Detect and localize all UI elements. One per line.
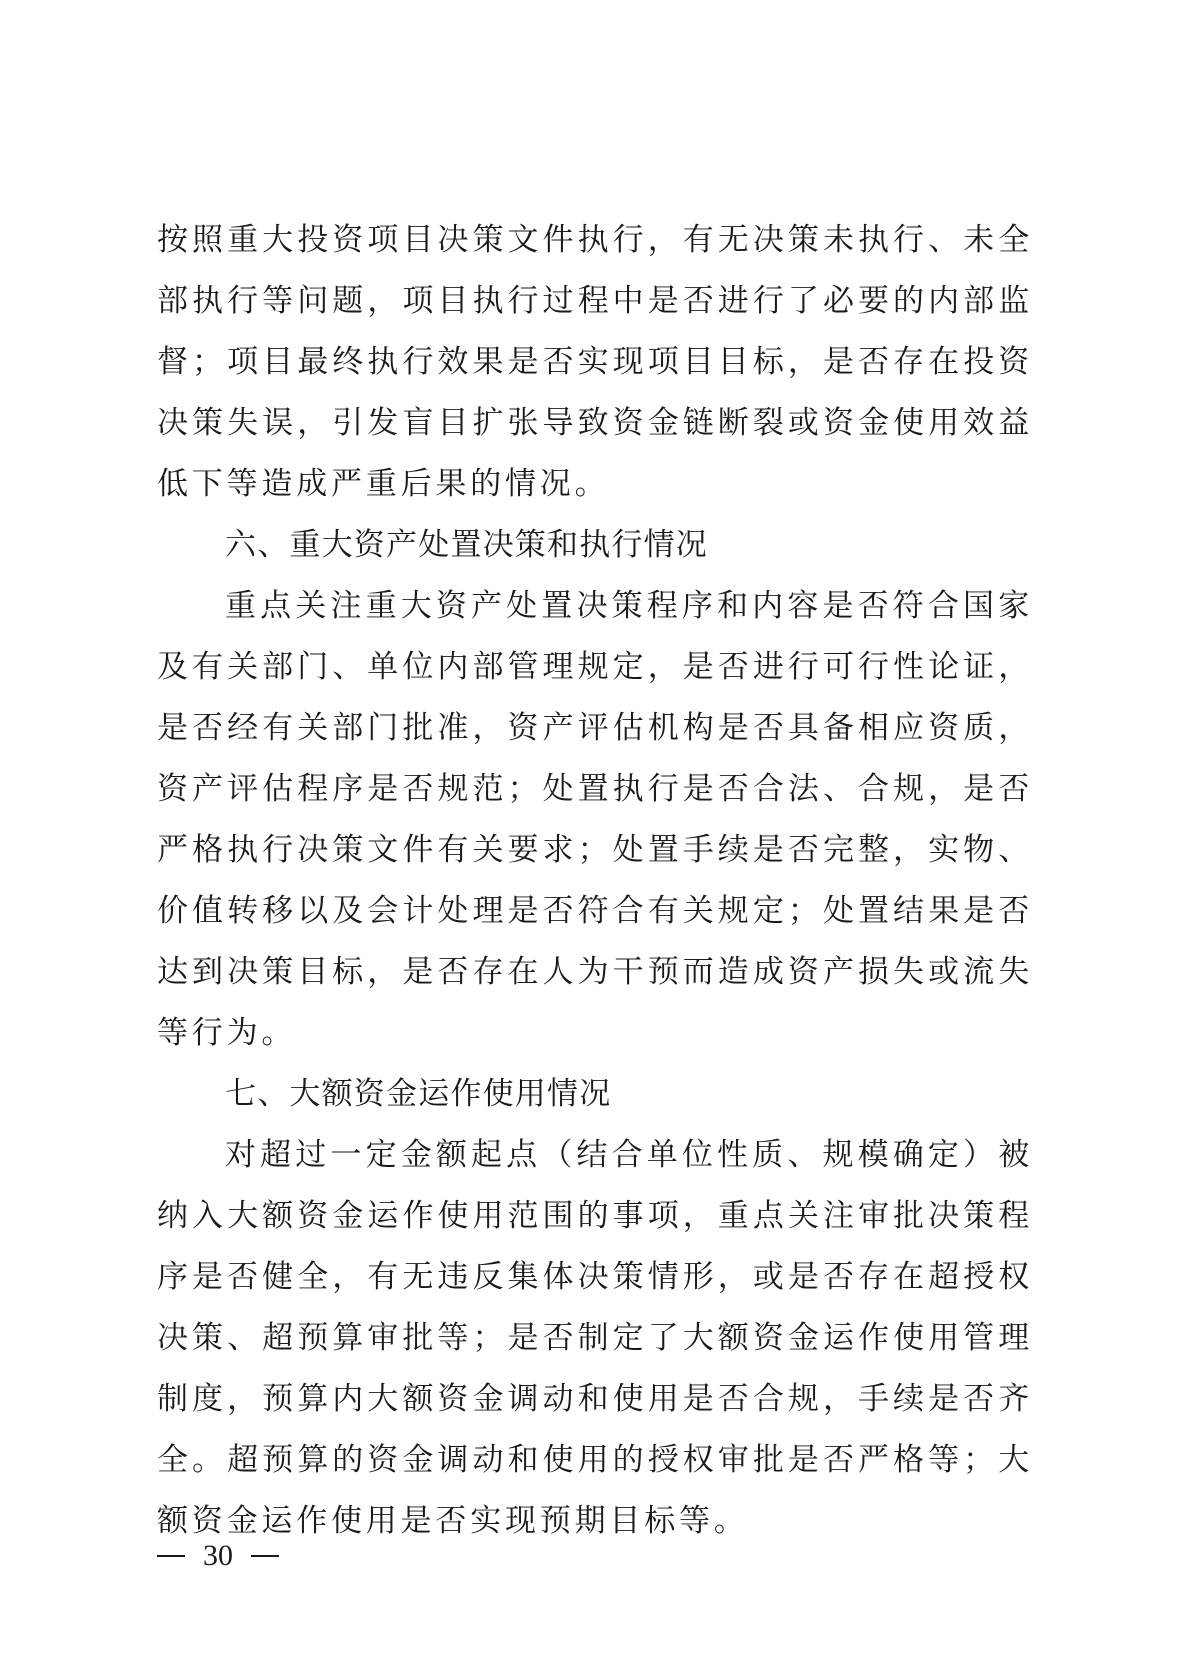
document-body [157, 210, 1033, 1552]
page-footer [157, 1536, 279, 1576]
section-heading-large-funds: 七、大额资金运作使用情况 [225, 1076, 612, 1112]
section-heading-asset-disposal: 六、重大资产处置决策和执行情况 [225, 527, 708, 563]
footer-dash-right [251, 1555, 279, 1557]
page-number: 30 [203, 1539, 233, 1572]
footer-dash-left [157, 1555, 185, 1557]
paragraph-investment-execution: 按照重大投资项目决策文件执行，有无决策未执行、未全部执行等问题，项目执行过程中是否进行了必要的内部监督；项目最终执行效果是否实现项目目标，是否存在投资决策失误，引发盲目扩张导致资金链断裂或资金使用效益低下等造成严重后果的情况。 [157, 222, 1033, 502]
paragraph-large-funds: 对超过一定金额起点（结合单位性质、规模确定）被纳入大额资金运作使用范围的事项，重点关注审批决策程序是否健全，有无违反集体决策情形，或是否存在超授权决策、超预算审批等；是否制定了大额资金运作使用管理制度，预算内大额资金调动和使用是否合规，手续是否齐全。超预算的资金调动和使用的授权审批是否严格等；大额资金运作使用是否实现预期目标等。 [157, 1137, 1033, 1539]
paragraph-asset-disposal: 重点关注重大资产处置决策程序和内容是否符合国家及有关部门、单位内部管理规定，是否进行可行性论证，是否经有关部门批准，资产评估机构是否具备相应资质，资产评估程序是否规范；处置执行是否合法、合规，是否严格执行决策文件有关要求；处置手续是否完整，实物、价值转移以及会计处理是否符合有关规定；处置结果是否达到决策目标，是否存在人为干预而造成资产损失或流失等行为。 [157, 588, 1033, 1051]
